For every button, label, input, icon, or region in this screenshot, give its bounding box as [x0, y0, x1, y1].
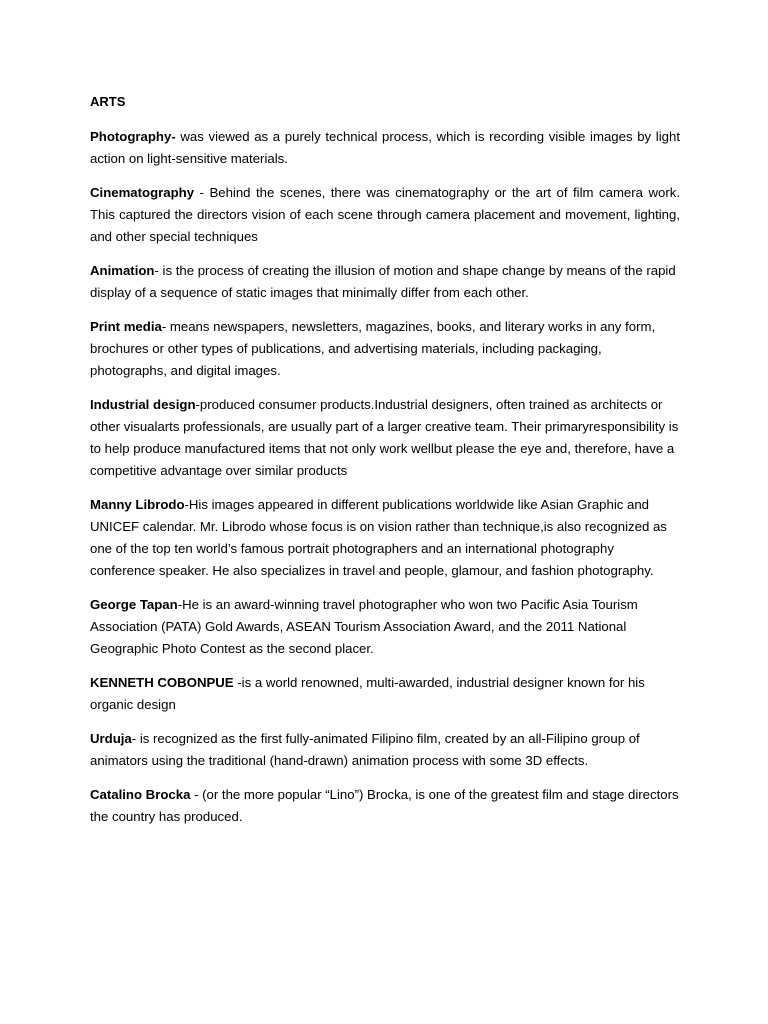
entry-urduja — [90, 728, 680, 772]
entry-photography — [90, 126, 680, 170]
entry-term: Manny Librodo — [90, 497, 185, 512]
document-page — [90, 92, 680, 840]
entry-kenneth-cobonpue — [90, 672, 680, 716]
entry-term: KENNETH COBONPUE — [90, 675, 234, 690]
entry-term: Cinematography — [90, 185, 195, 200]
entry-term: Animation — [90, 263, 155, 278]
entry-term: George Tapan — [90, 597, 178, 612]
entry-catalino-brocka — [90, 784, 680, 828]
entry-print-media — [90, 316, 680, 382]
entry-term: Urduja — [90, 731, 132, 746]
entry-term: Photography- — [90, 129, 176, 144]
document-heading: ARTS — [90, 94, 126, 109]
entry-text: - is recognized as the first fully-animated Filipino film, created by an all-Filipino group of animators using the traditional (hand-drawn) animation process with some 3D effects. — [90, 731, 640, 768]
entry-animation — [90, 260, 680, 304]
entry-term: Print media — [90, 319, 162, 334]
entry-text: - (or the more popular “Lino”) Brocka, is one of the greatest film and stage directors the country has produced. — [90, 787, 679, 824]
entry-industrial-design — [90, 394, 680, 482]
entry-text: -produced consumer products.Industrial designers, often trained as architects or other visualarts professionals, are usually part of a larger creative team. Their primaryresponsibility is to help produce manufactured items that not only work wellbut please the eye and, therefore, have a competitive advantage over similar products — [90, 397, 679, 478]
entry-text: - Behind the scenes, there was cinematography or the art of film camera work. This captured the directors vision of each scene through camera placement and movement, lighting, and other special techniques — [90, 185, 680, 244]
entry-term: Catalino Brocka — [90, 787, 191, 802]
entry-cinematography — [90, 182, 680, 248]
entry-text: -His images appeared in different publications worldwide like Asian Graphic and UNICEF calendar. Mr. Librodo whose focus is on vision rather than technique,is also recognized as one of the top ten world’s famous portrait photographers and an international photography conference speaker. He also specializes in travel and people, glamour, and fashion photography. — [90, 497, 667, 578]
entry-text: - is the process of creating the illusion of motion and shape change by means of the rapid display of a sequence of static images that minimally differ from each other. — [90, 263, 676, 300]
entry-george-tapan — [90, 594, 680, 660]
entry-text: - means newspapers, newsletters, magazines, books, and literary works in any form, brochures or other types of publications, and advertising materials, including packaging, photographs, and digital images. — [90, 319, 656, 378]
entry-text: -is a world renowned, multi-awarded, industrial designer known for his organic design — [90, 675, 645, 712]
entry-term: Industrial design — [90, 397, 196, 412]
entry-manny-librodo — [90, 494, 680, 582]
entry-text: -He is an award-winning travel photographer who won two Pacific Asia Tourism Association (PATA) Gold Awards, ASEAN Tourism Association Award, and the 2011 National Geographic Photo Contest as the second placer. — [90, 597, 638, 656]
entry-text: was viewed as a purely technical process, which is recording visible images by light action on light-sensitive materials. — [90, 129, 680, 166]
